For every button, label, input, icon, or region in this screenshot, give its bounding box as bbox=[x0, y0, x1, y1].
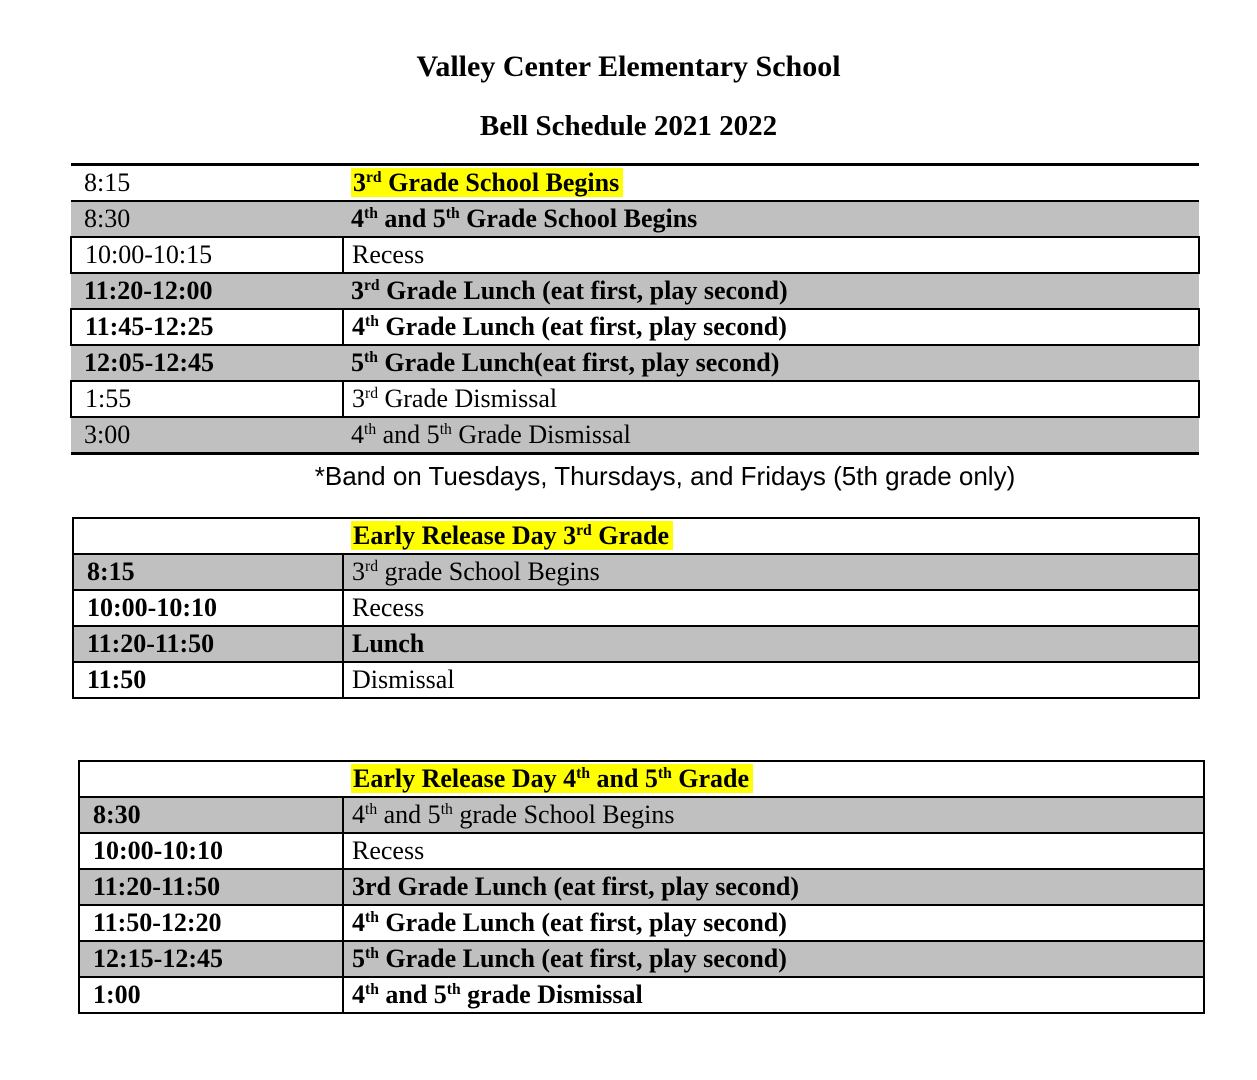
time-cell: 11:50-12:20 bbox=[79, 905, 343, 941]
event-cell: 4th Grade Lunch (eat first, play second) bbox=[343, 309, 1199, 345]
time-cell: 10:00-10:10 bbox=[73, 590, 343, 626]
time-cell: 12:05-12:45 bbox=[71, 345, 343, 381]
table-row bbox=[73, 626, 1199, 662]
time-cell: 11:20-12:00 bbox=[71, 273, 343, 309]
table-row bbox=[79, 797, 1204, 833]
empty-cell bbox=[73, 518, 343, 554]
time-cell: 12:15-12:45 bbox=[79, 941, 343, 977]
table-row bbox=[71, 201, 1199, 237]
table-row bbox=[79, 905, 1204, 941]
table-title-cell bbox=[343, 761, 1204, 797]
time-cell: 8:30 bbox=[79, 797, 343, 833]
table-row bbox=[73, 590, 1199, 626]
event-cell: 3rd Grade Lunch (eat first, play second) bbox=[343, 273, 1199, 309]
event-cell: 4th and 5th Grade School Begins bbox=[343, 201, 1199, 237]
early-release-3rd-table bbox=[72, 517, 1200, 699]
early-release-4th-5th-table bbox=[78, 760, 1205, 1014]
table-row bbox=[71, 417, 1199, 454]
table-row bbox=[71, 381, 1199, 417]
page-title: Valley Center Elementary School bbox=[416, 50, 841, 83]
table-row bbox=[79, 941, 1204, 977]
event-cell: 3rd Grade Dismissal bbox=[343, 381, 1199, 417]
table-header-row bbox=[79, 761, 1204, 797]
table-row bbox=[79, 833, 1204, 869]
page-subtitle: Bell Schedule 2021 2022 bbox=[479, 110, 778, 142]
band-footnote: *Band on Tuesdays, Thursdays, and Fridays (5th grade only) bbox=[314, 461, 1016, 491]
event-cell: 5th Grade Lunch(eat first, play second) bbox=[343, 345, 1199, 381]
event-cell: Recess bbox=[343, 590, 1199, 626]
time-cell: 8:30 bbox=[71, 201, 343, 237]
table-row bbox=[79, 977, 1204, 1013]
event-cell: 5th Grade Lunch (eat first, play second) bbox=[343, 941, 1204, 977]
highlight: Early Release Day 4th and 5th Grade bbox=[351, 764, 753, 793]
time-cell: 11:50 bbox=[73, 662, 343, 698]
event-cell: 4th and 5th Grade Dismissal bbox=[343, 417, 1199, 454]
table-row bbox=[71, 165, 1199, 202]
event-cell: Recess bbox=[343, 833, 1204, 869]
event-cell: 4th and 5th grade School Begins bbox=[343, 797, 1204, 833]
table-row bbox=[71, 273, 1199, 309]
event-cell: 3rd Grade Lunch (eat first, play second) bbox=[343, 869, 1204, 905]
table-title-cell bbox=[343, 518, 1199, 554]
time-cell: 11:20-11:50 bbox=[73, 626, 343, 662]
event-cell: 4th Grade Lunch (eat first, play second) bbox=[343, 905, 1204, 941]
event-cell: Dismissal bbox=[343, 662, 1199, 698]
event-cell: Recess bbox=[343, 237, 1199, 273]
time-cell: 11:20-11:50 bbox=[79, 869, 343, 905]
time-cell: 3:00 bbox=[71, 417, 343, 454]
time-cell: 10:00-10:10 bbox=[79, 833, 343, 869]
empty-cell bbox=[79, 761, 343, 797]
time-cell: 1:00 bbox=[79, 977, 343, 1013]
event-cell: 4th and 5th grade Dismissal bbox=[343, 977, 1204, 1013]
table-row bbox=[71, 345, 1199, 381]
regular-schedule-table bbox=[70, 163, 1200, 455]
time-cell: 10:00-10:15 bbox=[71, 237, 343, 273]
time-cell: 8:15 bbox=[71, 165, 343, 202]
table-row bbox=[79, 869, 1204, 905]
table-row bbox=[71, 237, 1199, 273]
event-cell: 3rd grade School Begins bbox=[343, 554, 1199, 590]
highlight: Early Release Day 3rd Grade bbox=[351, 521, 673, 550]
event-cell: Lunch bbox=[343, 626, 1199, 662]
table-header-row bbox=[73, 518, 1199, 554]
table-row bbox=[73, 554, 1199, 590]
time-cell: 1:55 bbox=[71, 381, 343, 417]
time-cell: 8:15 bbox=[73, 554, 343, 590]
table-row bbox=[71, 309, 1199, 345]
table-row bbox=[73, 662, 1199, 698]
highlight: 3rd Grade School Begins bbox=[351, 168, 623, 197]
time-cell: 11:45-12:25 bbox=[71, 309, 343, 345]
event-cell bbox=[343, 165, 1199, 202]
